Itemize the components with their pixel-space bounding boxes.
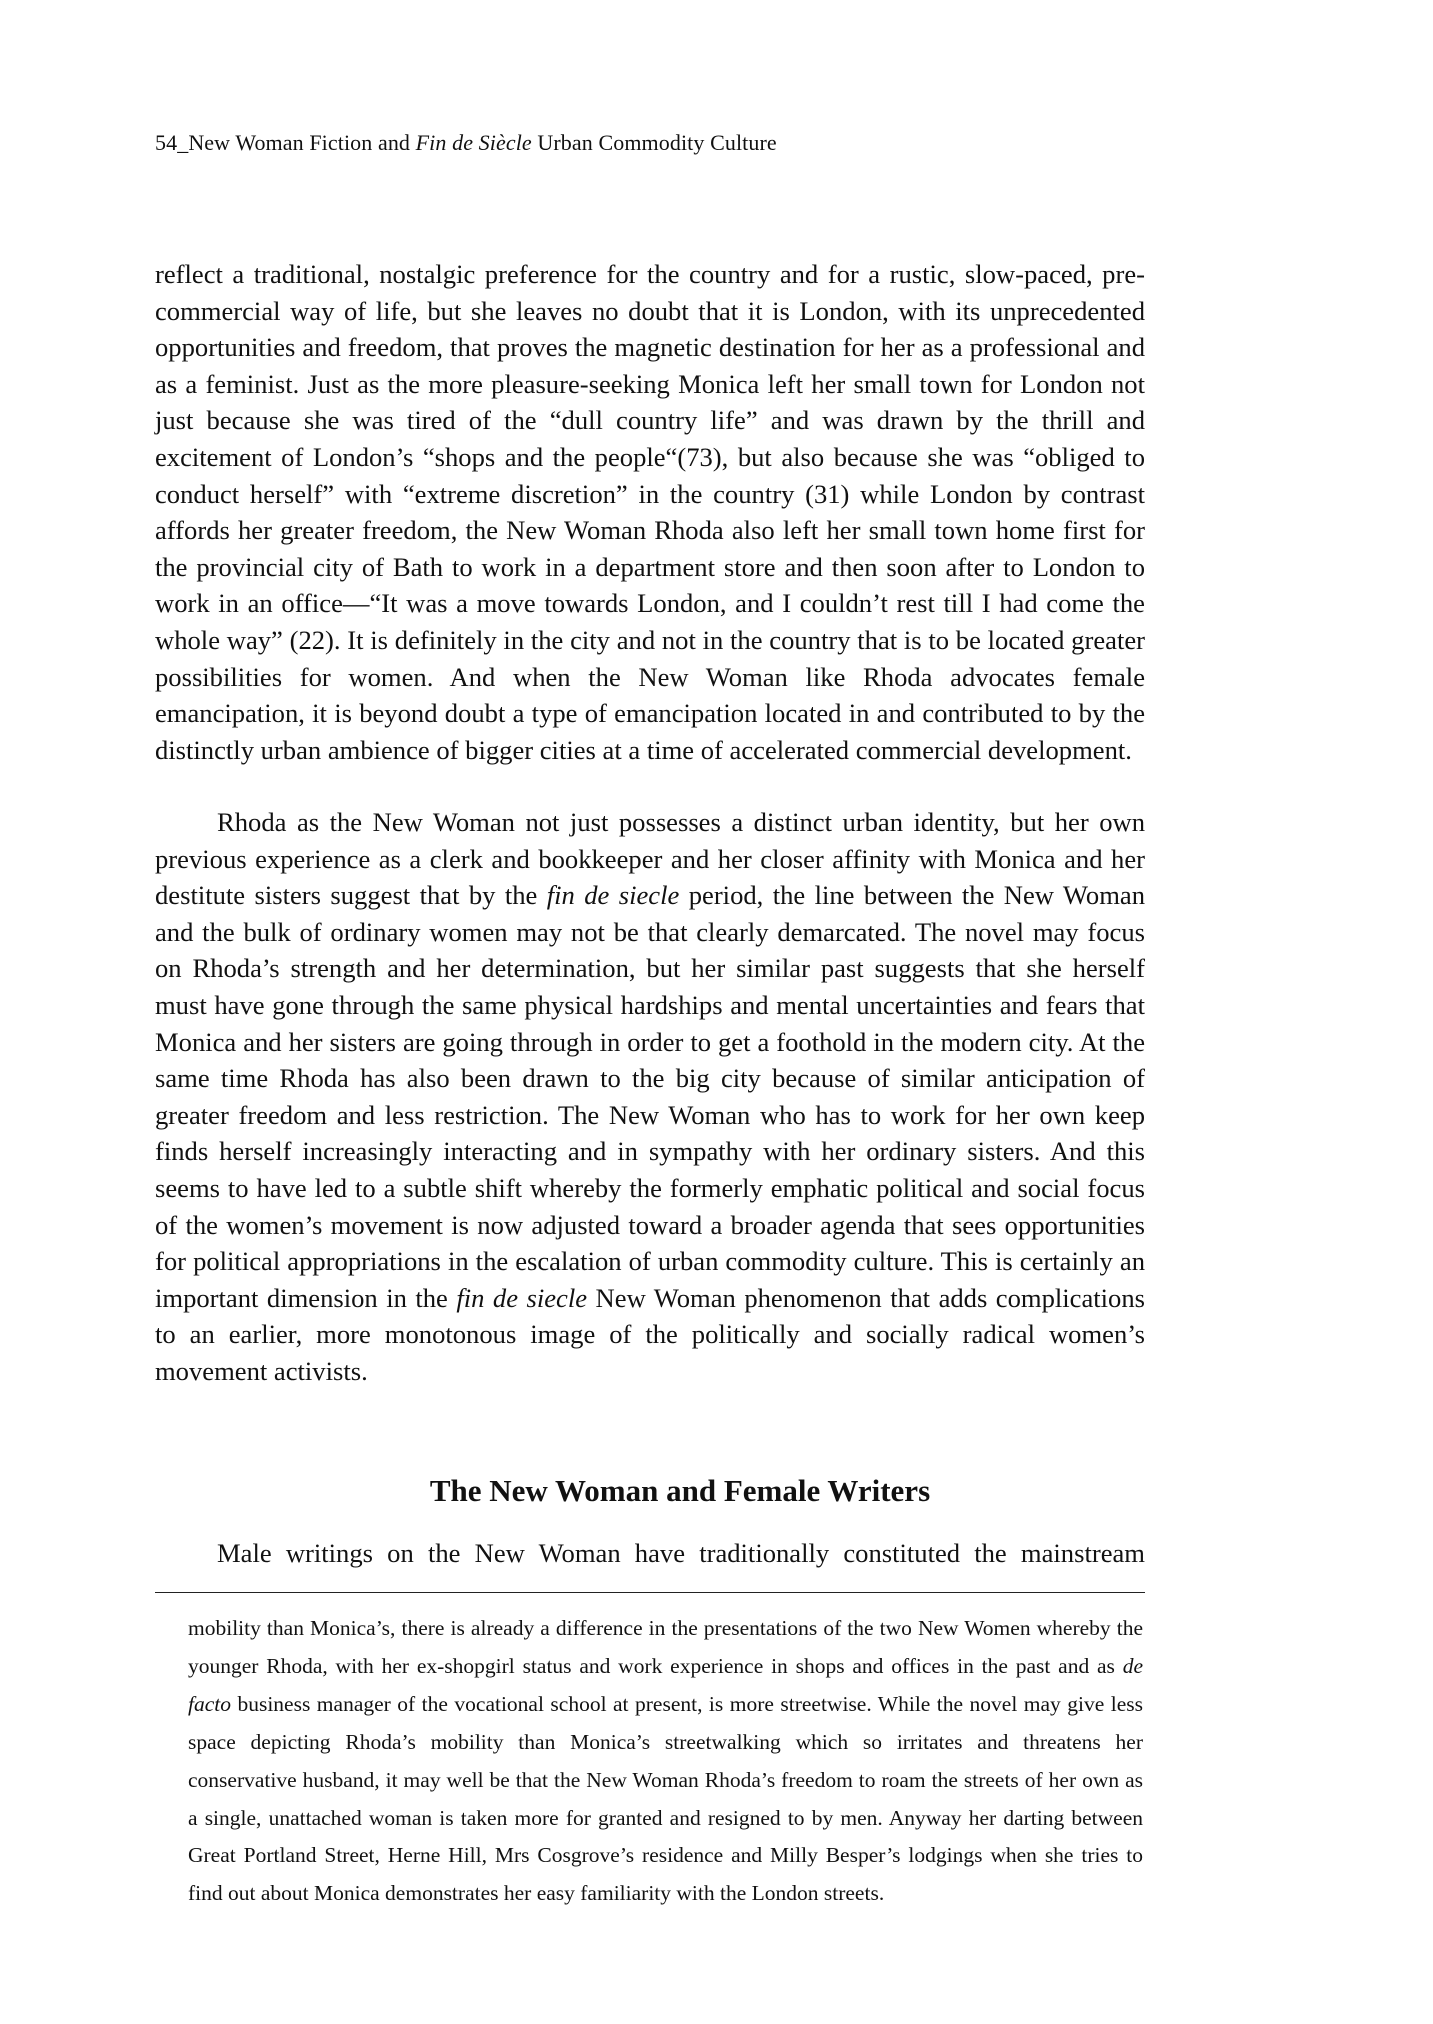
footnote-text: [188, 1610, 1143, 1913]
paragraph-2-part-2: period, the line between the New Woman and the bulk of ordinary women may not be that clearly demarcated. The novel may focus on Rhoda’s strength and her determination, but her similar past suggests that she herself must have gone through the same physical hardships and mental uncertainties and fears that Monica and her sisters are going through in order to get a foothold in the modern city. At the same time Rhoda has also been drawn to the big city because of similar anticipation of greater freedom and less restriction. The New Woman who has to work for her own keep finds herself increasingly interacting and in sympathy with her ordinary sisters. And this seems to have led to a subtle shift whereby the formerly emphatic political and social focus of the women’s movement is now adjusted toward a broader agenda that sees opportunities for political appropriations in the escalation of urban commodity culture. This is certainly an important dimension in the: [155, 880, 1145, 1313]
paragraph-1: reflect a traditional, nostalgic preference for the country and for a rustic, slow-paced, pre-commercial way of life, but she leaves no doubt that it is London, with its unprecedented opportunities and freedom, that proves the magnetic destination for her as a professional and as a feminist. Just as the more pleasure-seeking Monica left her small town for London not just because she was tired of the “dull country life” and was drawn by the thrill and excitement of London’s “shops and the people“(73), but also because she was “obliged to conduct herself” with “extreme discretion” in the country (31) while London by contrast affords her greater freedom, the New Woman Rhoda also left her small town home first for the provincial city of Bath to work in a department store and then soon after to London to work in an office—“It was a move towards London, and I couldn’t rest till I had come the whole way” (22). It is definitely in the city and not in the country that is to be located greater possibilities for women. And when the New Woman like Rhoda advocates female emancipation, it is beyond doubt a type of emancipation located in and contributed to by the distinctly urban ambience of bigger cities at a time of accelerated commercial development.: [155, 259, 1145, 765]
running-head-title-end: Urban Commodity Culture: [531, 130, 777, 155]
paragraph-2-part-1: Rhoda as the New Woman not just possesses a distinct urban identity, but her own previous experience as a clerk and bookkeeper and her closer affinity with Monica and her destitute sisters suggest that by the: [155, 807, 1145, 911]
running-head: [155, 130, 777, 156]
footnote: [188, 1610, 1143, 1913]
footnote-rule: [155, 1592, 1145, 1593]
body-block-2: [155, 804, 1145, 1390]
footnote-part-1: mobility than Monica’s, there is already a difference in the presentations of the two New Women whereby the younger Rhoda, with her ex-shopgirl status and work experience in shops and offices in the past and as: [188, 1616, 1143, 1678]
body-block-1: [155, 256, 1145, 768]
footnote-italic: de facto: [188, 1653, 1143, 1716]
section-heading: The New Woman and Female Writers: [429, 1473, 931, 1508]
running-head-separator: _: [177, 130, 189, 155]
paragraph-2: [155, 804, 1145, 1390]
paragraph-2-italic-2: fin de siecle: [456, 1282, 588, 1313]
running-head-title-start: New Woman Fiction and: [188, 130, 416, 155]
footnote-part-2: business manager of the vocational school at present, is more streetwise. While the novel may give less space depicting Rhoda’s mobility than Monica’s streetwalking which so irritates and threatens her conservative husband, it may well be that the New Woman Rhoda’s freedom to roam the streets of her own as a single, unattached woman is taken more for granted and resigned to by men. Anyway her darting between Great Portland Street, Herne Hill, Mrs Cosgrove’s residence and Milly Besper’s lodgings when she tries to find out about Monica demonstrates her easy familiarity with the London streets.: [188, 1691, 1143, 1906]
paragraph-2-italic-1: fin de siecle: [546, 880, 680, 911]
paragraph-3-first-line: Male writings on the New Woman have traditionally constituted the mainstream: [217, 1538, 1145, 1568]
page-number: 54: [155, 130, 178, 155]
paragraph-2-part-3: New Woman phenomenon that adds complications to an earlier, more monotonous image of the politically and socially radical women’s movement activists.: [155, 1282, 1145, 1386]
running-head-title-italic: Fin de Siècle: [415, 130, 532, 155]
